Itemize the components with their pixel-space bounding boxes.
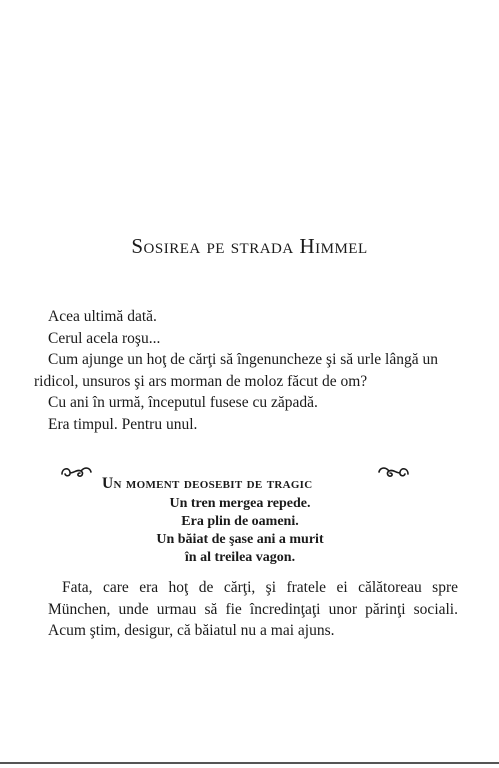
box-line: Un băiat de şase ani a murit: [156, 532, 324, 547]
box-line: Un tren mergea repede.: [169, 496, 311, 511]
intro-line: Cum ajunge un hoţ de cărţi să îngenuncheze şi să urle lângă un: [48, 351, 438, 369]
body-paragraph: Fata, care era hoţ de cărţi, şi fratele ei călătoreau spre München, unde urmau să fie încredinţaţi unor părinţi sociali. Acum ştim, desigur, că băiatul nu a mai ajuns.: [48, 579, 458, 640]
intro-line: ridicol, unsuros şi ars morman de moloz făcut de om?: [34, 372, 368, 390]
intro-line: Cerul acela roşu...: [48, 329, 161, 347]
scroll-ornament-icon: [60, 462, 94, 484]
body-text: [48, 577, 458, 642]
box-header: [60, 460, 420, 490]
box-line: Era plin de oameni.: [181, 514, 299, 529]
page-bottom-edge: [0, 762, 499, 764]
box-line: în al treilea vagon.: [184, 550, 296, 565]
intro-line: Acea ultimă dată.: [48, 308, 157, 325]
scroll-ornament-icon: [376, 462, 410, 484]
intro-line: Era timpul. Pentru unul.: [48, 415, 198, 433]
chapter-title: Sosirea pe strada Himmel: [131, 234, 368, 258]
tragic-moment-box: [60, 460, 420, 565]
box-title: Un moment deosebit de tragic: [102, 475, 313, 492]
intro-line: Cu ani în urmă, începutul fusese cu zăpadă.: [48, 394, 318, 412]
box-lines: [60, 495, 420, 567]
intro-section: [34, 306, 458, 436]
